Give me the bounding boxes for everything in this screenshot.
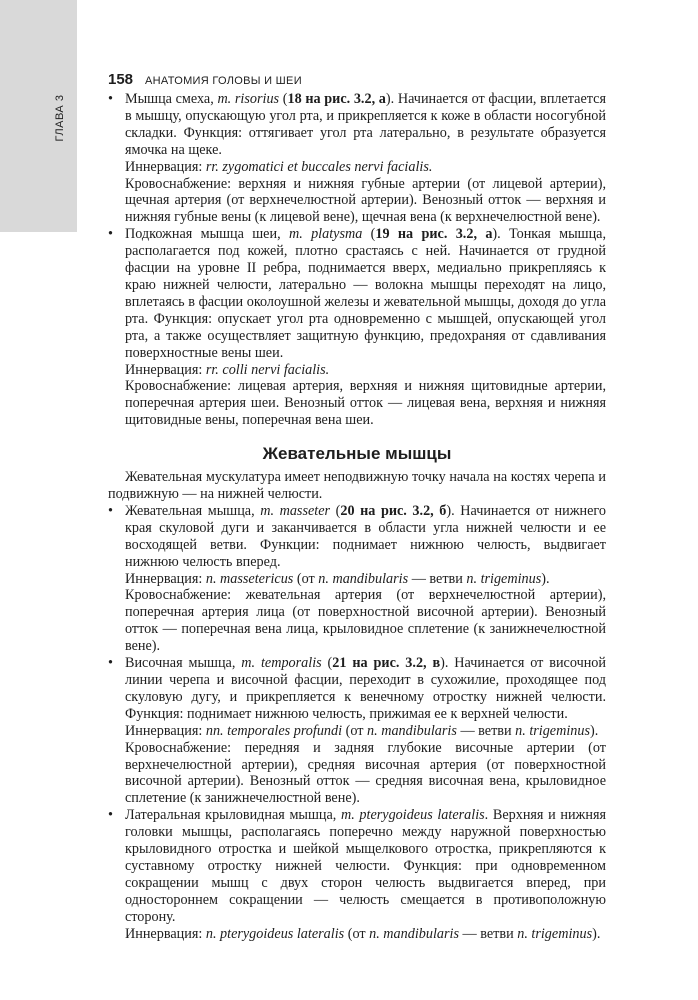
list-item-platysma [108,226,606,429]
list-item-masseter [108,503,606,655]
muscle-description: Латеральная крыловидная мышца, m. pterygoideus lateralis. Верхняя и нижняя головки мышцы, располагаясь поперечно между наружной поверхностью крыловидного отростка и шейкой мыщелкового отростка, прикрепляются к суставному отростку нижней челюсти. Функция: при одновременном сокращении мышц с двух сторон челюсть выдвигается вперед, при одностороннем сокращении — челюсть смещается в противоположную сторону. [125,807,606,925]
blood-supply-line: Кровоснабжение: верхняя и нижняя губные артерии (от лицевой артерии), щечная артерия (от верхнечелюстной артерии). Венозный отток — верхняя и нижняя губные вены (к лицевой вене), щечная вена (к верхнечелюстной вене). [125,175,606,226]
blood-supply-line: Кровоснабжение: передняя и задняя глубокие височные артерии (от верхнечелюстной артерии), средняя височная артерия (от поверхностной височной артерии). Венозный отток — средняя височная вена, крыловидное сплетение (к занижнечелюстной вене). [125,739,606,807]
innervation-line: Иннервация: rr. zygomatici et buccales nervi facialis. [125,158,433,175]
page-body [108,91,606,943]
blood-supply-line: Кровоснабжение: лицевая артерия, верхняя и нижняя щитовидные артерии, поперечная артерия шеи. Венозный отток — лицевая вена, верхняя и нижняя щитовидные вены, поперечная вена шеи. [125,378,606,429]
bullet-icon: • [108,502,113,519]
intro-paragraph: Жевательная мускулатура имеет неподвижную точку начала на костях черепа и подвижную — на нижней челюсти. [108,469,606,503]
running-header [108,71,608,89]
page-number: 158 [108,71,134,88]
section-heading: Жевательные мышцы [262,444,452,464]
section-title: АНАТОМИЯ ГОЛОВЫ И ШЕИ [145,75,302,87]
muscle-description: Височная мышца, m. temporalis (21 на рис. 3.2, в). Начинается от височной линии черепа и височной фасции, переходит в сухожилие, проходящее под скуловую дугу, и прикрепляется к венечному отростку нижней челюсти. Функция: поднимает нижнюю челюсть, прижимая ее к верхней челюсти. [125,655,606,722]
muscle-description: Жевательная мышца, m. masseter (20 на рис. 3.2, б). Начинается от нижнего края скуловой дуги и заканчивается в области угла нижней челюсти и ее восходящей ветви. Функции: поднимает нижнюю челюсть, выдвигает нижнюю челюсть вперед. [125,502,606,570]
blood-supply-line: Кровоснабжение: жевательная артерия (от верхнечелюстной артерии), поперечная артерия лица (от поверхностной височной артерии). Венозный отток — поперечная вена лица, крыловидное сплетение (к занижнечелюстной вене). [125,587,606,655]
bullet-icon: • [108,655,113,672]
list-item-risorius [108,91,606,226]
list-item-pterygoid-lateral [108,807,606,942]
chapter-side-tab [0,0,77,232]
innervation-line: Иннервация: n. pterygoideus lateralis (от n. mandibularis — ветви n. trigeminus). [125,925,601,942]
muscle-description: Мышца смеха, m. risorius (18 на рис. 3.2, а). Начинается от фасции, вплетается в мышцу, опускающую угол рта, и прикрепляется к коже в области носогубной складки. Функция: оттягивает угол рта латерально, в результате образуется ямочка на щеке. [125,91,606,158]
list-item-temporalis [108,655,606,807]
bullet-icon: • [108,807,113,824]
muscle-description: Подкожная мышца шеи, m. platysma (19 на рис. 3.2, а). Тонкая мышца, располагается под кожей, плотно срастаясь с ней. Начинается от грудной фасции на уровне II ребра, поднимается вверх, медиально прикрепляясь к краю нижней челюсти, латерально — волокна мышцы переходят на лицо, вплетаясь в фасции околоушной железы и жевательной мышцы, доходя до угла рта. Функция: опускает угол рта одновременно с мышцей, опускающей угол рта, а также осуществляет защитную функцию, предохраняя от сдавливания поверхностные вены шеи. [125,226,607,361]
chapter-label: ГЛАВА 3 [54,94,66,142]
innervation-line: Иннервация: nn. temporales profundi (от n. mandibularis — ветви n. trigeminus). [125,722,599,739]
bullet-icon: • [108,226,113,243]
innervation-line: Иннервация: n. massetericus (от n. mandibularis — ветви n. trigeminus). [125,570,550,587]
innervation-line: Иннервация: rr. colli nervi facialis. [125,361,330,378]
bullet-icon: • [108,91,113,107]
